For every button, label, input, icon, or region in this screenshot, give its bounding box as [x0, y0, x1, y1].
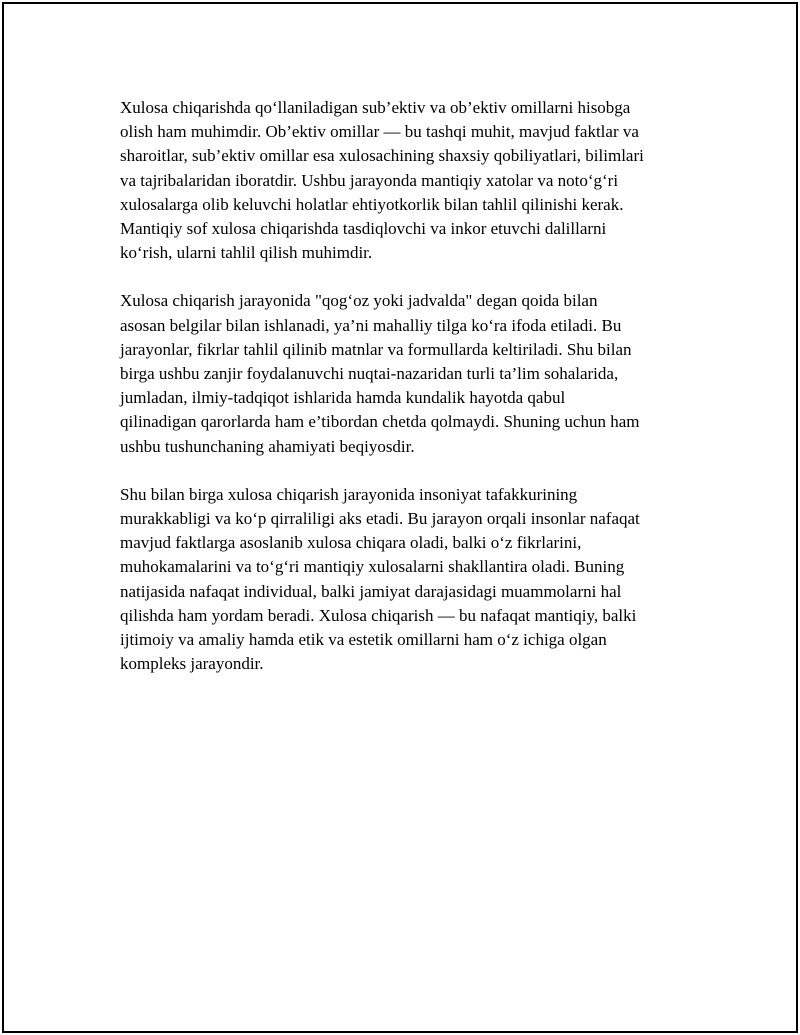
text-line: sharoitlar, sub’ektiv omillar esa xulosachining shaxsiy qobiliyatlari, bilimlari [120, 146, 644, 166]
text-line: asosan belgilar bilan ishlanadi, ya’ni mahalliy tilga ko‘ra ifoda etiladi. Bu [120, 315, 622, 335]
text-line: ushbu tushunchaning ahamiyati beqiyosdir. [120, 436, 415, 456]
text-line: Shu bilan birga xulosa chiqarish jarayonida insoniyat tafakkurining [120, 484, 578, 504]
text-line: natijasida nafaqat individual, balki jamiyat darajasidagi muammolarni hal [120, 581, 622, 601]
text-line: mavjud faktlarga asoslanib xulosa chiqara oladi, balki o‘z fikrlarini, [120, 533, 582, 553]
text-line: Xulosa chiqarish jarayonida "qog‘oz yoki jadvalda" degan qoida bilan [120, 291, 598, 311]
text-line: ijtimoiy va amaliy hamda etik va estetik omillarni ham o‘z ichiga olgan [120, 630, 607, 650]
text-line: qilishda ham yordam beradi. Xulosa chiqarish — bu nafaqat mantiqiy, balki [120, 605, 637, 625]
text-line: va tajribalaridan iboratdir. Ushbu jarayonda mantiqiy xatolar va noto‘g‘ri [120, 170, 619, 190]
text-line: xulosalarga olib keluvchi holatlar ehtiyotkorlik bilan tahlil qilinishi kerak. [120, 194, 624, 214]
text-line: ko‘rish, ularni tahlil qilish muhimdir. [120, 243, 373, 263]
text-line: murakkabligi va ko‘p qirraliligi aks etadi. Bu jarayon orqali insonlar nafaqat [120, 509, 640, 529]
paragraph-3 [120, 483, 700, 677]
text-line: olish ham muhimdir. Ob’ektiv omillar — bu tashqi muhit, mavjud faktlar va [120, 122, 639, 142]
text-line: jarayonlar, fikrlar tahlil qilinib matnlar va formullarda keltiriladi. Shu bilan [120, 339, 632, 359]
text-line: birga ushbu zanjir foydalanuvchi nuqtai-nazaridan turli ta’lim sohalarida, [120, 364, 619, 384]
text-line: Mantiqiy sof xulosa chiqarishda tasdiqlovchi va inkor etuvchi dalillarni [120, 219, 607, 239]
text-line: Xulosa chiqarishda qo‘llaniladigan sub’ektiv va ob’ektiv omillarni hisobga [120, 98, 631, 117]
paragraph-2 [120, 289, 700, 458]
paragraph-1 [120, 96, 700, 265]
text-line: qilinadigan qarorlarda ham e’tibordan chetda qolmaydi. Shuning uchun ham [120, 412, 640, 432]
document-body [120, 96, 700, 700]
text-line: kompleks jarayondir. [120, 654, 264, 674]
document-page [2, 2, 798, 1033]
text-line: muhokamalarini va to‘g‘ri mantiqiy xulosalarni shakllantira oladi. Buning [120, 557, 625, 577]
text-line: jumladan, ilmiy-tadqiqot ishlarida hamda kundalik hayotda qabul [120, 388, 566, 408]
